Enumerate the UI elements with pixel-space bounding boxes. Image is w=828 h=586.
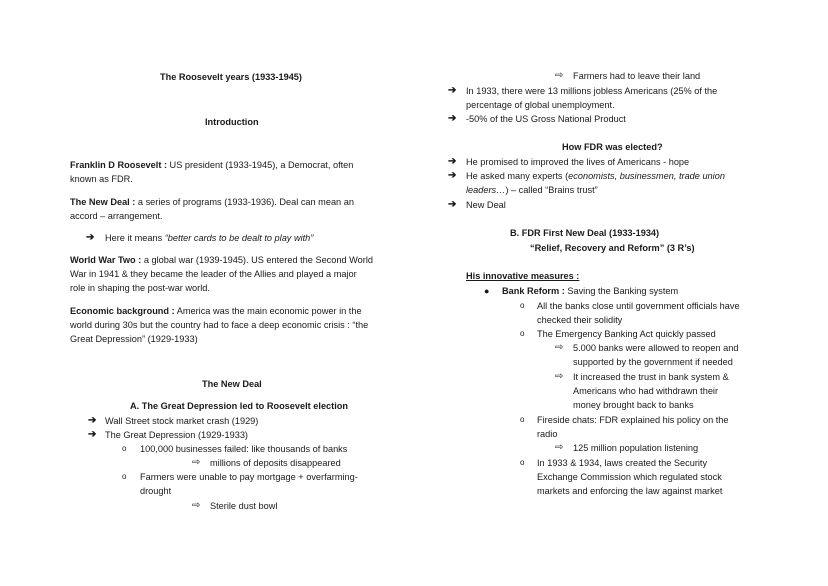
arrow-icon: ➔ — [448, 113, 457, 124]
circle-bullet-icon: o — [122, 444, 127, 453]
ww2-line-2: War in 1941 & they became the leader of the Allies and played a major — [70, 269, 357, 279]
experts-prefix: He asked many experts ( — [466, 171, 569, 181]
ww2-term: World War Two : — [70, 255, 142, 265]
list-item: 5.000 banks were allowed to reopen and — [573, 343, 739, 353]
list-item-continuation: money brought back to banks — [573, 400, 694, 410]
list-item: The Emergency Banking Act quickly passed — [537, 329, 716, 339]
new-deal-section-heading: The New Deal — [202, 379, 262, 389]
bank-reform-text: Saving the Banking system — [564, 286, 679, 296]
arrow-icon: ➔ — [448, 170, 457, 181]
list-item-continuation: Exchange Commission which regulated stock — [537, 472, 722, 482]
ww2-definition — [70, 253, 373, 267]
subheading-b: B. FDR First New Deal (1933-1934) — [510, 228, 660, 238]
list-item: In 1933 & 1934, laws created the Security — [537, 458, 708, 468]
circle-bullet-icon: o — [520, 415, 525, 424]
circle-bullet-icon: o — [520, 329, 525, 338]
hollow-arrow-icon: ⇨ — [555, 371, 564, 382]
list-item: In 1933, there were 13 millions jobless Americans (25% of the — [466, 86, 718, 96]
circle-bullet-icon: o — [520, 458, 525, 467]
fdr-definition-line-2: known as FDR. — [70, 174, 133, 184]
page-title: The Roosevelt years (1933-1945) — [160, 72, 302, 82]
list-item: He promised to improved the lives of Americans - hope — [466, 157, 690, 167]
experts-list-end: leaders… — [466, 185, 506, 195]
ww2-text: a global war (1939-1945). US entered the Second World — [141, 255, 373, 265]
hollow-arrow-icon: ⇨ — [555, 342, 564, 353]
list-item: It increased the trust in bank system & — [573, 372, 729, 382]
subheading-b-subtitle: “Relief, Recovery and Reform” (3 R’s) — [530, 243, 695, 253]
circle-bullet-icon: o — [122, 472, 127, 481]
list-item: millions of deposits disappeared — [210, 458, 341, 468]
hollow-arrow-icon: ⇨ — [192, 500, 201, 511]
fdr-definition-text: US president (1933-1945), a Democrat, often — [167, 160, 354, 170]
hollow-arrow-icon: ⇨ — [555, 70, 564, 81]
arrow-icon: ➔ — [448, 156, 457, 167]
list-item: 125 million population listening — [573, 443, 699, 453]
arrow-icon: ➔ — [448, 85, 457, 96]
economic-term: Economic background : — [70, 306, 175, 316]
list-item: The Great Depression (1929-1933) — [105, 430, 248, 440]
economic-text: America was the main economic power in the — [174, 306, 362, 316]
arrow-icon: ➔ — [88, 429, 97, 440]
list-item: 100,000 businesses failed: like thousands of banks — [140, 444, 348, 454]
list-item-continuation: drought — [140, 486, 172, 496]
list-item-continuation: markets and enforcing the law against market — [537, 486, 723, 496]
list-item-continuation — [466, 183, 598, 197]
bullet-icon: ● — [484, 286, 490, 296]
hollow-arrow-icon: ⇨ — [192, 457, 201, 468]
list-item — [466, 169, 725, 183]
bank-reform-term: Bank Reform : — [502, 286, 565, 296]
introduction-heading: Introduction — [205, 117, 259, 127]
new-deal-definition-line-2: accord – arrangement. — [70, 211, 163, 221]
here-prefix: Here it means — [105, 233, 165, 243]
new-deal-definition-text: a series of programs (1933-1936). Deal can mean an — [135, 197, 354, 207]
list-item-continuation: radio — [537, 429, 558, 439]
here-it-means-line — [105, 231, 313, 245]
experts-list: economists, businessmen, trade union — [568, 171, 725, 181]
list-item-continuation: Americans who had withdrawn their — [573, 386, 719, 396]
fdr-term: Franklin D Roosevelt : — [70, 160, 167, 170]
here-quote: “better cards to be dealt to play with” — [164, 233, 314, 243]
list-item: Fireside chats: FDR explained his policy on the — [537, 415, 729, 425]
arrow-icon: ➔ — [448, 199, 457, 210]
hollow-arrow-icon: ⇨ — [555, 442, 564, 453]
list-item-continuation: checked their solidity — [537, 315, 623, 325]
ww2-line-3: role in shaping the post-war world. — [70, 283, 210, 293]
list-item-continuation: percentage of global unemployment. — [466, 100, 615, 110]
list-item-continuation: supported by the government if needed — [573, 357, 733, 367]
economic-line-3: Great Depression” (1929-1933) — [70, 334, 198, 344]
circle-bullet-icon: o — [520, 301, 525, 310]
how-fdr-elected-heading: How FDR was elected? — [562, 142, 663, 152]
bank-reform-item — [502, 284, 678, 298]
list-item: All the banks close until government officials have — [537, 301, 740, 311]
arrow-icon: ➔ — [88, 415, 97, 426]
new-deal-definition — [70, 195, 354, 209]
new-deal-term: The New Deal : — [70, 197, 136, 207]
list-item: Farmers had to leave their land — [573, 71, 701, 81]
list-item: Sterile dust bowl — [210, 501, 278, 511]
list-item: Farmers were unable to pay mortgage + overfarming- — [140, 472, 358, 482]
fdr-definition — [70, 158, 353, 172]
list-item: New Deal — [466, 200, 506, 210]
economic-background — [70, 304, 362, 318]
list-item: -50% of the US Gross National Product — [466, 114, 626, 124]
arrow-icon: ➔ — [86, 232, 95, 243]
experts-suffix: ) – called “Brains trust” — [505, 185, 598, 195]
economic-line-2: world during 30s but the country had to face a deep economic crisis : “the — [70, 320, 369, 330]
subheading-a: A. The Great Depression led to Roosevelt election — [130, 401, 349, 411]
list-item: Wall Street stock market crash (1929) — [105, 416, 259, 426]
measures-heading: His innovative measures : — [466, 271, 580, 281]
